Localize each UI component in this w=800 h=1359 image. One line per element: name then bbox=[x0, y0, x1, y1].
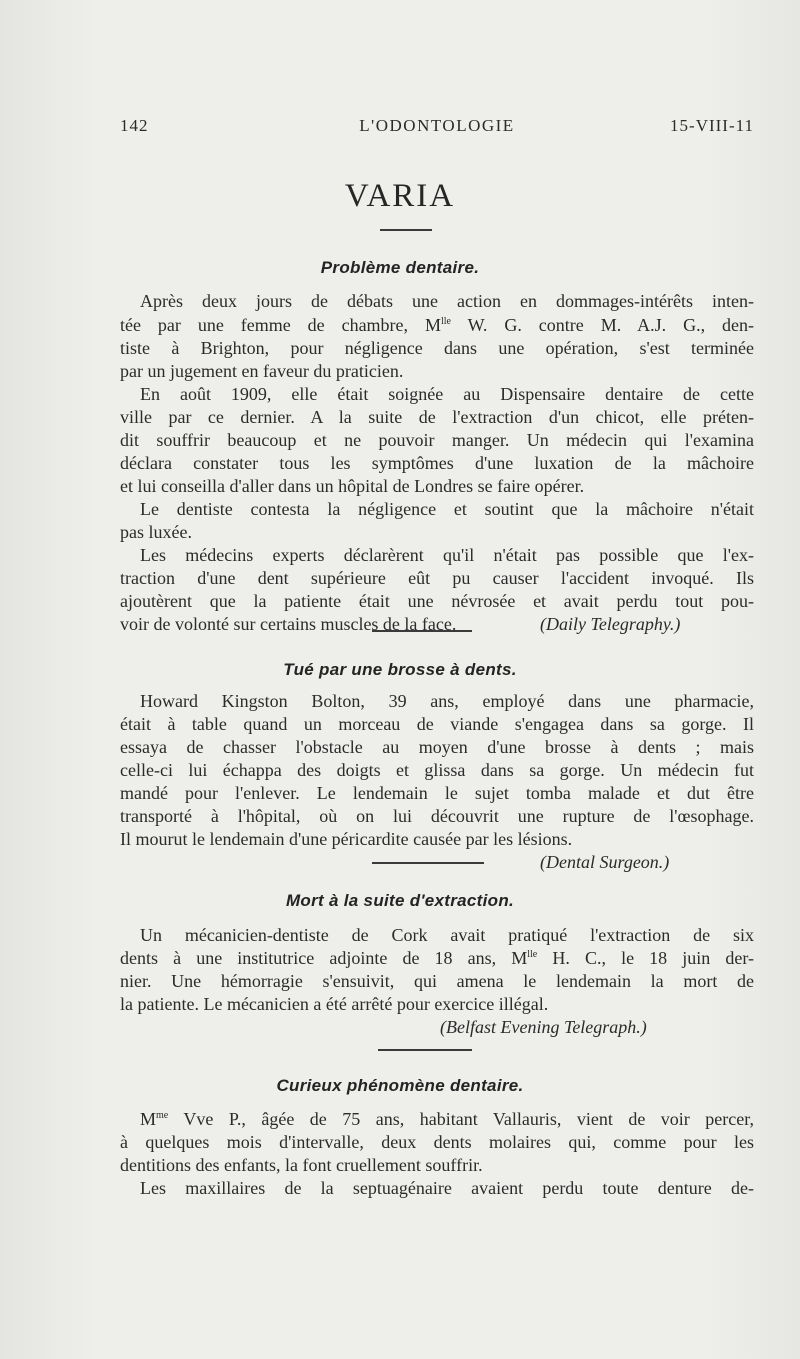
text-line: Il mourut le lendemain d'une péricardite causée par les lésions. bbox=[120, 829, 573, 849]
article-heading: Tué par une brosse à dents. bbox=[283, 660, 517, 679]
issue-date: 15-VIII-11 bbox=[670, 116, 754, 135]
article-heading: Mort à la suite d'extraction. bbox=[285, 891, 515, 910]
text-line: Howard Kingston Bolton, 39 ans, employé dans une pharmacie, bbox=[140, 691, 754, 711]
article-heading: Curieux phénomène dentaire. bbox=[276, 1076, 524, 1095]
text-line: tiste à Brighton, pour négligence dans une opération, s'est terminée bbox=[120, 338, 754, 358]
article-source: (Daily Telegraphy.) bbox=[540, 614, 681, 634]
page-number: 142 bbox=[120, 116, 149, 135]
article-divider bbox=[372, 862, 484, 864]
text-line: nier. Une hémorragie s'ensuivit, qui amena le lendemain la mort de bbox=[120, 971, 754, 991]
text-line: à quelques mois d'intervalle, deux dents molaires qui, comme pour les bbox=[120, 1132, 754, 1152]
text-line: la patiente. Le mécanicien a été arrêté pour exercice illégal. bbox=[120, 994, 549, 1014]
text-line: pas luxée. bbox=[120, 522, 192, 542]
text-line: Un mécanicien-dentiste de Cork avait pratiqué l'extraction de six bbox=[140, 925, 754, 945]
text-line: tée par une femme de chambre, $M^{lle}$ W. G. contre M. A.J. G., den- bbox=[120, 315, 754, 335]
article-divider bbox=[378, 1049, 472, 1051]
text-line: traction d'une dent supérieure eût pu causer l'accident invoqué. Ils bbox=[120, 568, 754, 588]
text-line: était à table quand un morceau de viande s'engagea dans sa gorge. Il bbox=[120, 714, 754, 734]
article-divider bbox=[372, 630, 472, 632]
text-line: mandé pour l'enlever. Le lendemain le sujet tomba malade et dut être bbox=[120, 783, 754, 803]
text-line: transporté à l'hôpital, où on lui découvrit une rupture de l'œsophage. bbox=[120, 806, 754, 826]
text-line: et lui conseilla d'aller dans un hôpital de Londres se faire opérer. bbox=[120, 476, 585, 496]
text-line: déclara constater tous les symptômes d'une luxation de la mâchoire bbox=[120, 453, 754, 473]
text-line: dentitions des enfants, la font cruellement souffrir. bbox=[120, 1155, 483, 1175]
text-line: celle-ci lui échappa des doigts et glissa dans sa gorge. Un médecin fut bbox=[120, 760, 754, 780]
title-rule bbox=[380, 229, 432, 231]
text-line: par un jugement en faveur du praticien. bbox=[120, 361, 404, 381]
text-line: dit souffrir beaucoup et ne pouvoir manger. Un médecin qui l'examina bbox=[120, 430, 754, 450]
text-line: Les maxillaires de la septuagénaire avaient perdu toute denture de- bbox=[140, 1178, 754, 1198]
text-line: ville par ce dernier. A la suite de l'extraction d'un chicot, elle préten- bbox=[120, 407, 754, 427]
text-line: dents à une institutrice adjointe de 18 ans, $M^{lle}$ H. C., le 18 juin der- bbox=[120, 948, 754, 968]
text-line: voir de volonté sur certains muscles de la face. bbox=[120, 614, 457, 634]
text-line: Après deux jours de débats une action en dommages-intérêts inten- bbox=[140, 291, 754, 311]
journal-title: L'ODONTOLOGIE bbox=[359, 116, 515, 135]
text-line: En août 1909, elle était soignée au Dispensaire dentaire de cette bbox=[140, 384, 754, 404]
section-title: VARIA bbox=[344, 178, 456, 214]
running-header bbox=[120, 116, 754, 140]
text-line: Le dentiste contesta la négligence et soutint que la mâchoire n'était bbox=[140, 499, 754, 519]
article-source: (Dental Surgeon.) bbox=[540, 852, 670, 872]
article-source: (Belfast Evening Telegraph.) bbox=[440, 1017, 647, 1037]
text-line: $M^{me}$ Vve P., âgée de 75 ans, habitant Vallauris, vient de voir percer, bbox=[140, 1109, 754, 1129]
article-heading: Problème dentaire. bbox=[320, 258, 480, 277]
text-line: Les médecins experts déclarèrent qu'il n'était pas possible que l'ex- bbox=[140, 545, 754, 565]
text-line: ajoutèrent que la patiente était une névrosée et avait perdu tout pou- bbox=[120, 591, 754, 611]
text-line: essaya de chasser l'obstacle au moyen d'une brosse à dents ; mais bbox=[120, 737, 754, 757]
